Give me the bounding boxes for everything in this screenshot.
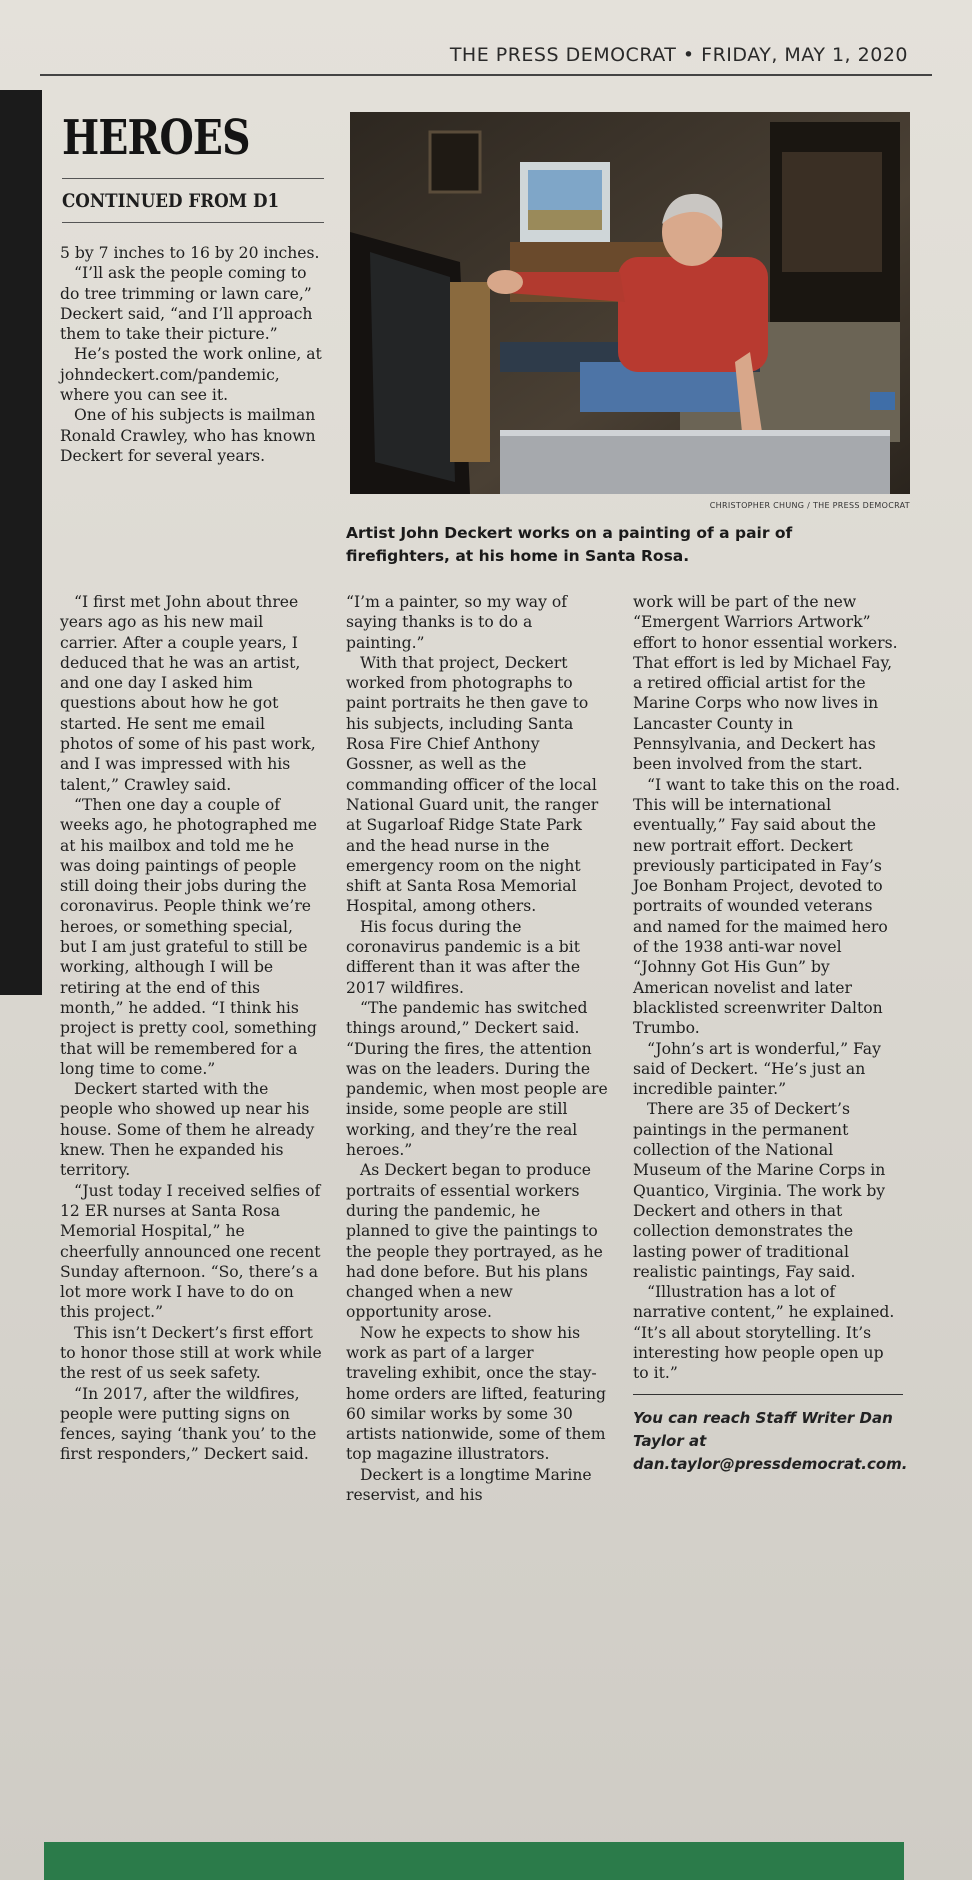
column-1-top (60, 243, 322, 466)
paragraph: “John’s art is wonderful,” Fay said of Deckert. “He’s just an incredible painter.” (633, 1039, 881, 1099)
paragraph: “In 2017, after the wildfires, people were putting signs on fences, saying ‘thank you’ to the first responders,” Deckert said. (60, 1384, 317, 1464)
paragraph: Now he expects to show his work as part of a larger traveling exhibit, once the stay-home orders are lifted, featuring 60 similar works by some 30 artists nationwide, some of them top magazine illustrators. (346, 1323, 607, 1464)
paragraph: “Just today I received selfies of 12 ER nurses at Santa Rosa Memorial Hospital,” he cheerfully announced one recent Sunday afternoon. “So, there’s a lot more work I have to do on this project.” (60, 1181, 321, 1322)
jump-rule (62, 222, 324, 223)
red-shirt (618, 257, 768, 372)
bottom-ad-bar (44, 1842, 904, 1880)
headline-rule (62, 178, 324, 179)
paragraph: One of his subjects is mailman Ronald Crawley, who has known Deckert for several years. (60, 406, 316, 465)
page-folio: THE PRESS DEMOCRAT • FRIDAY, MAY 1, 2020 (449, 44, 908, 66)
photo-credit: CHRISTOPHER CHUNG / THE PRESS DEMOCRAT (709, 501, 910, 510)
paragraph: “The pandemic has switched things around,” Deckert said. “During the fires, the attention was on the leaders. During the pandemic, when most people are inside, some people are still working, and they’re the real heroes.” (346, 998, 608, 1160)
paragraph: There are 35 of Deckert’s paintings in the permanent collection of the National Museum of the Marine Corps in Quantico, Virginia. The work by Deckert and others in that collection demonstrates the lasting power of traditional realistic paintings, Fay said. (633, 1100, 886, 1281)
paragraph: As Deckert began to produce portraits of essential workers during the pandemic, he planned to give the paintings to the people they portrayed, as he had done before. But his plans changed when a new opportunity arose. (346, 1161, 603, 1322)
paragraph: work will be part of the new “Emergent Warriors Artwork” effort to honor essential workers. That effort is led by Michael Fay, a retired official artist for the Marine Corps who now lives in Lancaster County in Pennsylvania, and Deckert has been involved from the start. (633, 593, 898, 774)
paragraph: “I’ll ask the people coming to do tree trimming or lawn care,” Deckert said, “and I’ll approach them to take their picture.” (60, 264, 313, 344)
column-3 (633, 592, 908, 1476)
artist-at-easel-illustration (350, 112, 910, 494)
paragraph: He’s posted the work online, at johndeckert.com/pandemic, where you can see it. (60, 345, 322, 405)
photo-caption: Artist John Deckert works on a painting of a pair of firefighters, at his home in Santa Rosa. (346, 524, 793, 565)
paragraph: Deckert is a longtime Marine reservist, and his (346, 1465, 592, 1505)
column-1 (60, 592, 322, 1465)
paragraph: “I first met John about three years ago as his new mail carrier. After a couple years, I deduced that he was an artist, and one day I asked him questions about how he got started. He sent me email photos of some of his past work, and I was impressed with his talent,” Crawley said. (60, 593, 316, 794)
paragraph: This isn’t Deckert’s first effort to honor those still at work while the rest of us seek safety. (60, 1323, 322, 1383)
paragraph: “Illustration has a lot of narrative content,” he explained. “It’s all about storytelling. It’s interesting how people open up to it.” (633, 1283, 895, 1383)
paragraph: His focus during the coronavirus pandemic is a bit different than it was after the 2017 wildfires. (346, 917, 581, 997)
paragraph: Deckert started with the people who showed up near his house. Some of them he already knew. Then he expanded his territory. (60, 1080, 315, 1180)
folio-rule (40, 74, 932, 76)
left-margin-bar (0, 90, 42, 995)
paragraph: “Then one day a couple of weeks ago, he photographed me at his mailbox and told me he was doing paintings of people still doing their jobs during the coronavirus. People think we’re heroes, or something special, but I am just grateful to still be working, although I will be retiring at the end of this month,” he added. “I think his project is pretty cool, something that will be remembered for a long time to come.” (60, 795, 318, 1078)
paragraph: With that project, Deckert worked from photographs to paint portraits he then gave to his subjects, including Santa Rosa Fire Chief Anthony Gossner, as well as the commanding officer of the local National Guard unit, the ranger at Sugarloaf Ridge State Park and the head nurse in the emergency room on the night shift at Santa Rosa Memorial Hospital, among others. (346, 653, 599, 916)
author-signoff: You can reach Staff Writer Dan Taylor at dan.taylor@pressdemocrat.com. (633, 1394, 903, 1476)
jump-label: CONTINUED FROM D1 (62, 190, 280, 212)
column-2 (346, 592, 608, 1505)
news-photo (350, 112, 910, 494)
paragraph: “I want to take this on the road. This will be international eventually,” Fay said about the new portrait effort. Deckert previously participated in Fay’s Joe Bonham Project, devoted to portraits of wounded veterans and named for the maimed hero of the 1938 anti-war novel “Johnny Got His Gun” by American novelist and later blacklisted screenwriter Dalton Trumbo. (633, 775, 901, 1038)
paragraph: 5 by 7 inches to 16 by 20 inches. (60, 244, 320, 262)
paragraph: “I’m a painter, so my way of saying thanks is to do a painting.” (346, 593, 568, 652)
section-headline: HEROES (62, 110, 250, 166)
